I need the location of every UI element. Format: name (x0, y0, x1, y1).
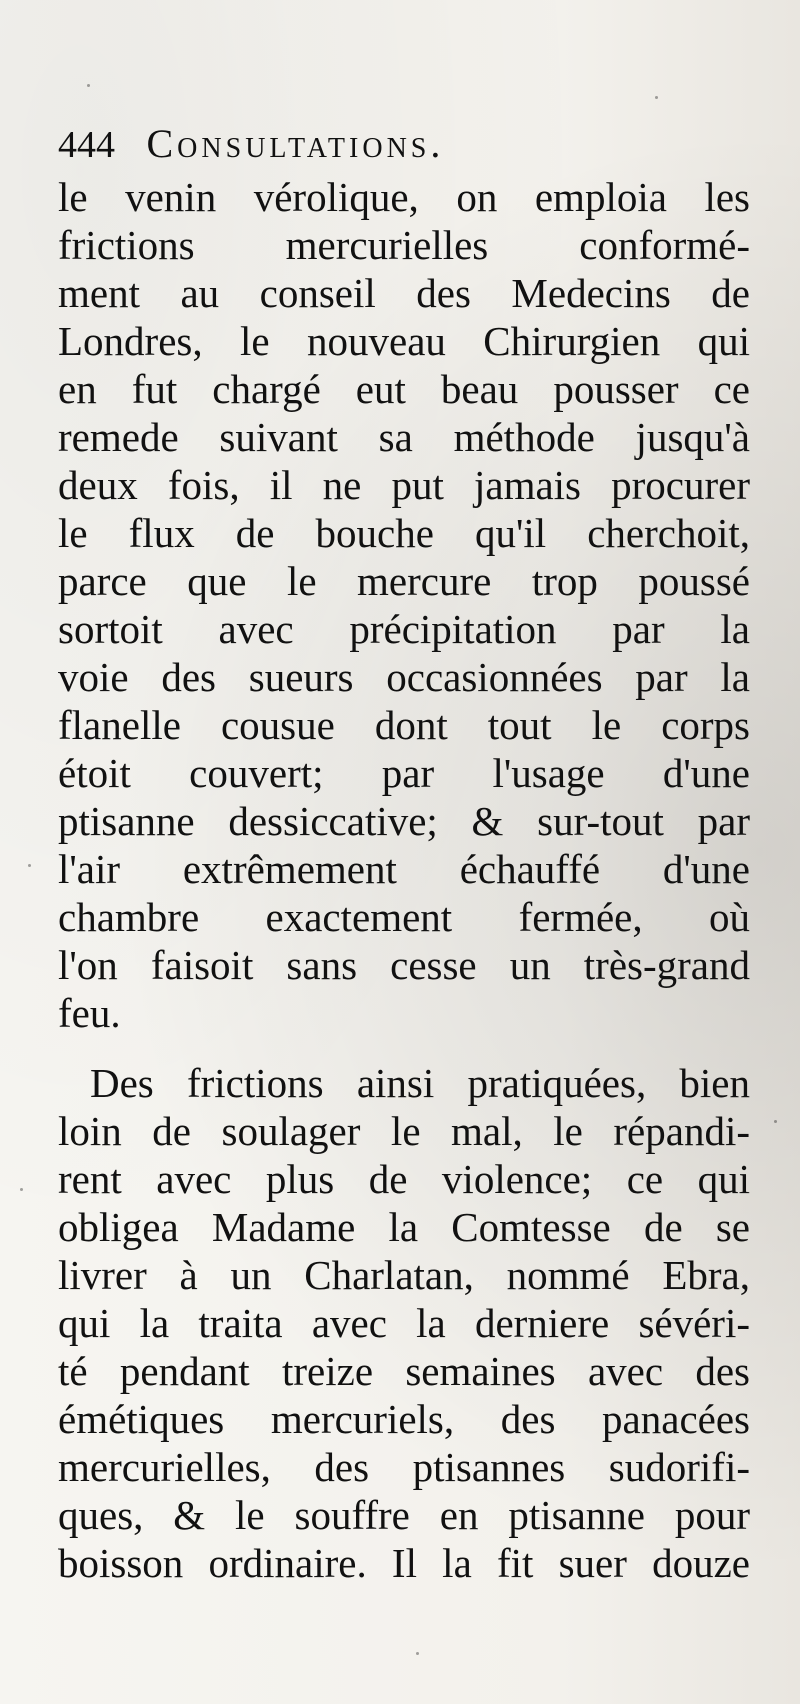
page-number: 444 (58, 124, 115, 166)
text-line: sortoit avec précipitation par la (58, 606, 750, 652)
text-line: frictions mercurielles conformé- (58, 222, 750, 268)
paper-speck (87, 84, 90, 87)
text-line: ptisanne dessiccative; & sur-tout par (58, 798, 750, 844)
text-line: feu. (58, 990, 121, 1036)
text-line: té pendant treize semaines avec des (58, 1348, 750, 1394)
text-line: chambre exactement fermée, où (58, 894, 750, 940)
text-line: qui la traita avec la derniere sévéri- (58, 1300, 750, 1346)
text-line: l'air extrêmement échauffé d'une (58, 846, 750, 892)
text-line: ment au conseil des Medecins de (58, 270, 750, 316)
text-line: mercurielles, des ptisannes sudorifi- (58, 1444, 750, 1490)
page-header (58, 118, 748, 170)
text-line: remede suivant sa méthode jusqu'à (58, 414, 750, 460)
paper-speck (28, 864, 31, 867)
paper-speck (774, 1120, 777, 1123)
text-line: flanelle cousue dont tout le corps (58, 702, 750, 748)
text-line: ques, & le souffre en ptisanne pour (58, 1492, 750, 1538)
text-line: boisson ordinaire. Il la fit suer douze (58, 1540, 750, 1586)
text-line: le flux de bouche qu'il cherchoit, (58, 510, 750, 556)
paragraph-first-line: Des frictions ainsi pratiquées, bien (90, 1060, 750, 1106)
text-line: l'on faisoit sans cesse un très-grand (58, 942, 750, 988)
text-line: étoit couvert; par l'usage d'une (58, 750, 750, 796)
paper-speck (20, 1188, 23, 1191)
text-line: Londres, le nouveau Chirurgien qui (58, 318, 750, 364)
text-line: le venin vérolique, on emploia les (58, 174, 750, 220)
text-line: émétiques mercuriels, des panacées (58, 1396, 750, 1442)
text-line: obligea Madame la Comtesse de se (58, 1204, 750, 1250)
text-line: rent avec plus de violence; ce qui (58, 1156, 750, 1202)
text-line: loin de soulager le mal, le répandi- (58, 1108, 750, 1154)
text-line: deux fois, il ne put jamais procurer (58, 462, 750, 508)
text-line: livrer à un Charlatan, nommé Ebra, (58, 1252, 750, 1298)
text-line: voie des sueurs occasionnées par la (58, 654, 750, 700)
text-line: en fut chargé eut beau pousser ce (58, 366, 750, 412)
running-title: Consultations. (146, 121, 445, 166)
text-line: parce que le mercure trop poussé (58, 558, 750, 604)
paper-speck (655, 96, 658, 99)
paper-speck (416, 1652, 419, 1655)
